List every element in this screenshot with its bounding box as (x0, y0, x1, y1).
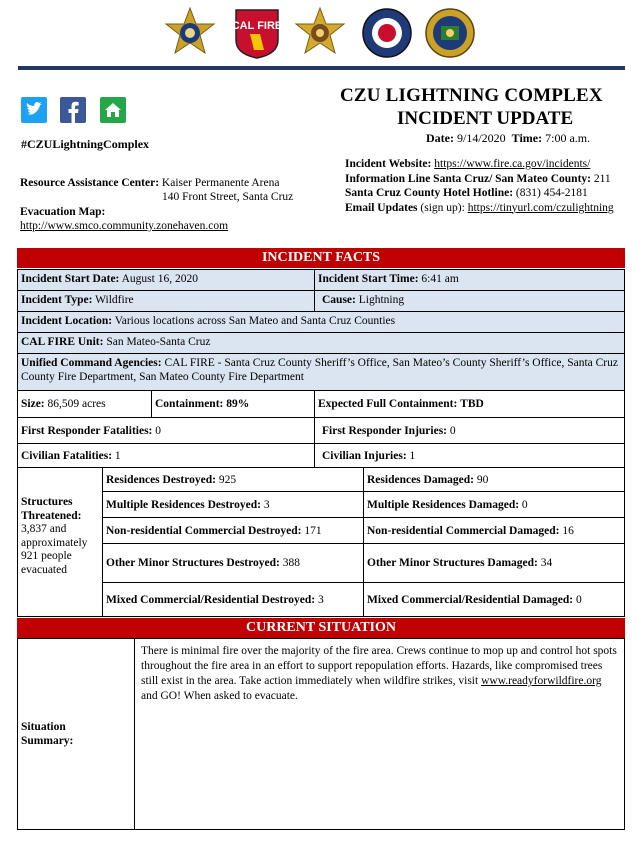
expected-label: Expected Full Containment: (318, 398, 458, 410)
location-value: Various locations across San Mateo and Santa Cruz Counties (114, 315, 396, 327)
agency-logos (155, 6, 485, 62)
incident-type-cell (17, 290, 315, 312)
incident-type-label: Incident Type: (21, 294, 93, 306)
res-destroyed-label: Residences Destroyed: (106, 473, 216, 486)
email-note: (sign up): (420, 201, 465, 214)
contact-info (345, 157, 635, 215)
fr-fatal-value: 0 (155, 424, 162, 437)
civ-fatalities-cell (17, 443, 315, 468)
cal-fire-logo (230, 6, 284, 60)
res-damaged-cell (363, 467, 625, 492)
containment-value: 89% (226, 398, 250, 410)
multi-destroyed-value: 3 (263, 498, 270, 511)
twitter-icon[interactable] (21, 97, 47, 123)
civ-injury-label: Civilian Injuries: (322, 449, 407, 462)
info-line-label: Information Line Santa Cruz/ San Mateo County: (345, 172, 591, 185)
agencies-label: Unified Command Agencies: (21, 357, 162, 369)
multi-destroyed-cell (102, 491, 364, 518)
mixed-destroyed-cell (102, 582, 364, 617)
situation-summary-cell (134, 638, 625, 830)
situation-summary-label: Situation Summary: (21, 721, 74, 747)
san-mateo-fire-seal (423, 6, 477, 60)
nonres-destroyed-label: Non-residential Commercial Destroyed: (106, 524, 302, 537)
containment-cell (151, 390, 315, 418)
mixed-damaged-label: Mixed Commercial/Residential Damaged: (367, 593, 574, 606)
incident-facts-heading: INCIDENT FACTS (17, 248, 625, 268)
hashtag: #CZULightningComplex (21, 137, 150, 151)
incident-type-value: Wildfire (95, 294, 134, 306)
structures-label: Structures Threatened: (21, 496, 82, 522)
nonres-destroyed-value: 171 (304, 524, 322, 537)
res-destroyed-cell (102, 467, 364, 492)
civ-injuries-cell (314, 443, 625, 468)
cause-cell (314, 290, 625, 312)
evac-label: Evacuation Map: (20, 206, 106, 218)
situation-text: There is minimal fire over the majority of the fire area. Crews continue to mop up and control hot spots throughout the fire area in an effort to support repopulation efforts. Hazards, like compromised trees still exist in the area. Take action immediately when wildfire strikes, visit (141, 645, 617, 687)
date-label: Date: (426, 131, 454, 145)
cal-fire-unit-cell (17, 332, 625, 354)
nonres-damaged-cell (363, 517, 625, 544)
date-time-line (426, 131, 590, 146)
incident-subtitle: INCIDENT UPDATE (397, 108, 574, 129)
start-time-label: Incident Start Time: (318, 273, 419, 285)
incident-website-link[interactable]: https://www.fire.ca.gov/incidents/ (434, 158, 591, 170)
website-label: Incident Website: (345, 158, 432, 170)
multi-damaged-cell (363, 491, 625, 518)
fr-fatal-label: First Responder Fatalities: (21, 424, 153, 437)
cause-value: Lightning (358, 294, 405, 306)
rac-line2: 140 Front Street, Santa Cruz (162, 190, 294, 203)
nonres-destroyed-cell (102, 517, 364, 544)
structures-value: 3,837 and approximately 921 people evacuated (21, 523, 88, 576)
resource-assistance-center (20, 177, 293, 204)
minor-damaged-value: 34 (540, 557, 553, 569)
res-damaged-value: 90 (476, 473, 489, 486)
facebook-icon[interactable] (60, 97, 86, 123)
unit-value: San Mateo-Santa Cruz (106, 336, 211, 348)
mixed-destroyed-value: 3 (317, 593, 324, 606)
minor-destroyed-cell (102, 543, 364, 583)
email-updates-label: Email Updates (345, 201, 418, 214)
res-damaged-label: Residences Damaged: (367, 473, 474, 486)
structures-threatened-cell (17, 467, 103, 617)
minor-destroyed-value: 388 (282, 557, 300, 569)
location-cell (17, 311, 625, 333)
mixed-damaged-value: 0 (576, 593, 582, 606)
fr-injuries-cell (314, 417, 625, 444)
time-value: 7:00 a.m. (545, 131, 591, 145)
email-signup-link[interactable]: https://tinyurl.com/czulightning (467, 201, 614, 214)
evacuation-map (20, 205, 228, 233)
incident-title: CZU LIGHTNING COMPLEX (340, 85, 603, 106)
rac-label: Resource Assistance Center: (20, 177, 160, 189)
start-date-label: Incident Start Date: (21, 273, 120, 285)
cause-label: Cause: (322, 294, 356, 306)
minor-damaged-label: Other Minor Structures Damaged: (367, 557, 538, 569)
multi-damaged-value: 0 (521, 498, 528, 511)
ready-for-wildfire-link[interactable]: www.readyforwildfire.org (481, 675, 602, 687)
civ-fatal-label: Civilian Fatalities: (21, 449, 113, 462)
agencies-value: CAL FIRE - Santa Cruz County Sheriff’s Office, San Mateo’s County Sheriff’s Office, Santa Cruz County Fire Department, San Mateo County Fire Department (21, 357, 618, 383)
start-time-cell (314, 269, 625, 291)
situation-summary-label-cell (17, 638, 135, 830)
size-cell (17, 390, 152, 418)
nextdoor-icon[interactable] (100, 97, 126, 123)
san-mateo-sheriff-seal (163, 6, 217, 60)
rac-line1: Kaiser Permanente Arena (161, 177, 280, 189)
fr-injury-label: First Responder Injuries: (322, 424, 448, 437)
expected-containment-cell (314, 390, 625, 418)
date-value: 9/14/2020 (456, 131, 506, 145)
santa-cruz-sheriff-seal (293, 6, 347, 60)
time-label: Time: (511, 131, 543, 145)
santa-cruz-fire-seal (360, 6, 414, 60)
size-label: Size: (21, 398, 45, 410)
start-time-value: 6:41 am (421, 273, 459, 285)
start-date-value: August 16, 2020 (121, 273, 198, 285)
containment-label: Containment: (155, 398, 224, 410)
fr-fatalities-cell (17, 417, 315, 444)
minor-damaged-cell (363, 543, 625, 583)
nonres-damaged-value: 16 (562, 524, 574, 537)
start-date-cell (17, 269, 315, 291)
fr-injury-value: 0 (449, 424, 456, 437)
location-label: Incident Location: (21, 315, 113, 327)
evac-map-link[interactable]: http://www.smco.community.zonehaven.com (20, 220, 229, 232)
expected-value: TBD (460, 398, 484, 410)
situation-text-end: and GO! When asked to evacuate. (141, 690, 298, 702)
minor-destroyed-label: Other Minor Structures Destroyed: (106, 557, 280, 569)
hotel-hotline-number: (831) 454-2181 (515, 187, 588, 199)
civ-fatal-value: 1 (114, 449, 121, 462)
multi-destroyed-label: Multiple Residences Destroyed: (106, 498, 262, 511)
civ-injury-value: 1 (409, 449, 416, 462)
nonres-damaged-label: Non-residential Commercial Damaged: (367, 524, 560, 537)
res-destroyed-value: 925 (218, 473, 237, 486)
header-rule (18, 66, 625, 70)
mixed-damaged-cell (363, 582, 625, 617)
mixed-destroyed-label: Mixed Commercial/Residential Destroyed: (106, 593, 316, 606)
svg-text:CAL FIRE: CAL FIRE (231, 20, 283, 32)
size-value: 86,509 acres (47, 398, 106, 410)
current-situation-heading: CURRENT SITUATION (17, 618, 625, 638)
agencies-cell (17, 353, 625, 391)
info-line-number: 211 (593, 172, 611, 185)
multi-damaged-label: Multiple Residences Damaged: (367, 498, 520, 511)
unit-label: CAL FIRE Unit: (21, 336, 104, 348)
hotel-hotline-label: Santa Cruz County Hotel Hotline: (345, 187, 514, 199)
